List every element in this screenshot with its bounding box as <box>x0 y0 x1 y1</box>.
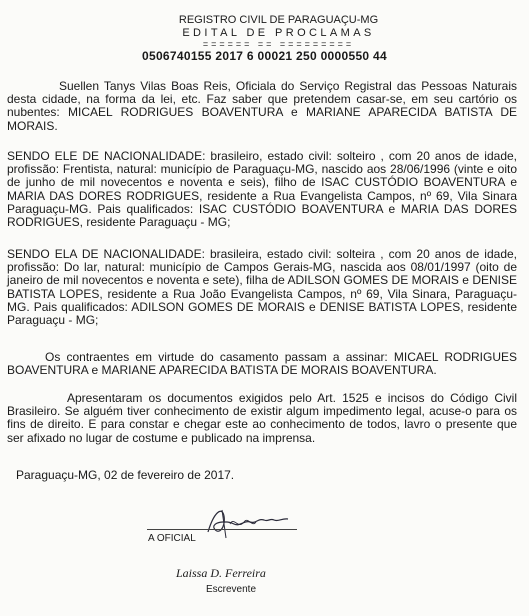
place-and-date: Paraguaçu-MG, 02 de fevereiro de 2017. <box>16 468 235 482</box>
signatures-paragraph: Os contraentes em virtude do casamento passam a assinar: MICAEL RODRIGUES BOAVENTURA e MARIANE APARECIDA BATISTA DE MORAIS BOAVENTURA. <box>7 350 517 378</box>
registration-number: 0506740155 2017 6 00021 250 0000550 44 <box>142 49 387 63</box>
signature-line-label: A OFICIAL <box>148 533 196 544</box>
title-underline: ====== == ========= <box>202 39 355 49</box>
signature-line <box>147 529 297 530</box>
groom-paragraph: SENDO ELE DE NACIONALIDADE: brasileiro, estado civil: solteiro , com 20 anos de idade, profissão: Frentista, natural: município de Paraguaçu-MG, nascido aos 28/06/1996 (vinte e oito de junho de mil novecentos e noventa e seis), filho de ISAC CUSTÓDIO BOAVENTURA e MARIA DAS DORES RODRIGUES, residente a Rua Evangelista Campos, nº 69, Vila Sinara Paraguaçu-MG. Pais qualificados: ISAC CUSTÓDIO BOAVENTURA e MARIA DAS DORES RODRIGUES, residente Paraguaçu - MG; <box>7 149 517 230</box>
intro-paragraph: Suellen Tanys Vilas Boas Reis, Oficiala do Serviço Registral das Pessoas Naturais desta cidade, na forma da lei, etc. Faz saber que pretendem casar-se, em seu cartório os nubentes: MICAEL RODRIGUES BOAVENTURA e MARIANE APARECIDA BATISTA DE MORAIS. <box>7 79 517 133</box>
signatory-name: Laissa D. Ferreira <box>176 566 266 580</box>
bride-paragraph: SENDO ELA DE NACIONALIDADE: brasileira, estado civil: solteira , com 20 anos de idade, profissão: Do lar, natural: município de Campos Gerais-MG, nascida aos 08/01/1997 (oito de janeiro de mil novecentos e noventa e sete), filha de ADILSON GOMES DE MORAIS e DENISE BATISTA LOPES, residente a Rua João Evangelista Campos, nº 69, Vila Sinara, Paraguaçu-MG. Pais qualificados: ADILSON GOMES DE MORAIS e DENISE BATISTA LOPES, residente Paraguaçu - MG; <box>7 247 517 328</box>
registry-name: REGISTRO CIVIL DE PARAGUAÇU-MG <box>178 14 379 26</box>
document-title: EDITAL DE PROCLAMAS <box>182 27 375 39</box>
documents-paragraph: Apresentaram os documentos exigidos pelo Art. 1525 e incisos do Código Civil Brasileiro. Se alguém tiver conhecimento de existir algum impedimento legal, acuse-o para os fins de direito. E para constar e chegar este ao conhecimento de todos, lavro o presente que ser afixado no lugar de costume e publicado na imprensa. <box>7 391 517 445</box>
handwritten-signature <box>204 502 294 542</box>
signatory-role: Escrevente <box>206 584 257 595</box>
